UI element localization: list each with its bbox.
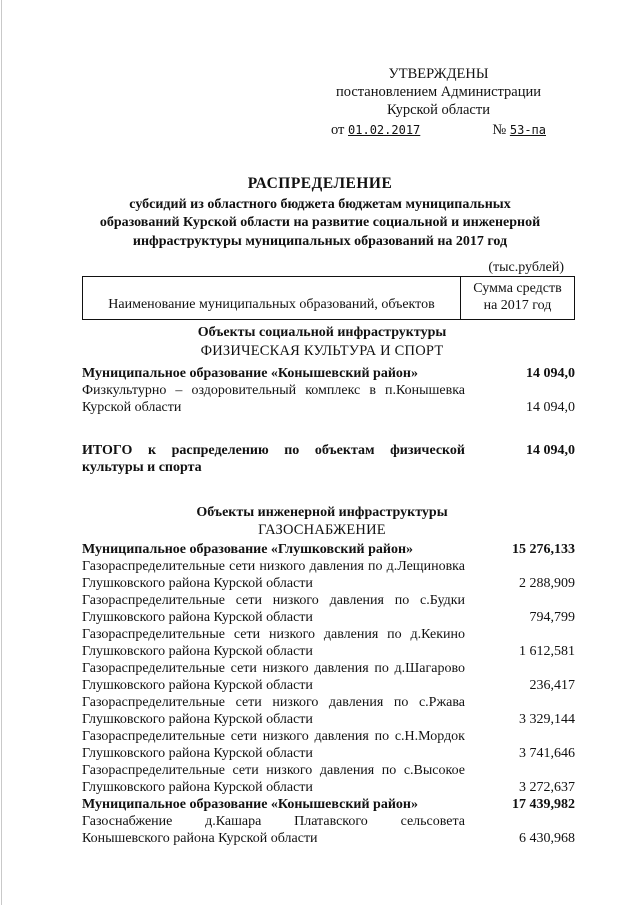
title-main: РАСПРЕДЕЛЕНИЕ bbox=[247, 175, 393, 192]
table-row bbox=[82, 558, 575, 592]
row-name: Муниципальное образование «Глушковский район» bbox=[82, 542, 414, 557]
table-row bbox=[82, 728, 575, 762]
table-row bbox=[82, 592, 575, 626]
engineering-section-title: Объекты инженерной инфраструктуры bbox=[196, 505, 448, 520]
approval-block bbox=[331, 65, 546, 139]
scan-edge-line bbox=[1, 0, 2, 905]
approval-line2: Курской области bbox=[387, 102, 490, 118]
approval-date: 01.02.2017 bbox=[348, 123, 421, 137]
row-value: 15 276,133 bbox=[512, 542, 575, 557]
row-name: Газоснабжение д.Кашара Платавского сельсовета Конышевского района Курской области bbox=[82, 814, 465, 846]
table-header bbox=[82, 276, 575, 320]
engineering-municipality2-row bbox=[82, 796, 575, 813]
social-municipality-row bbox=[82, 365, 575, 382]
header-col-sum bbox=[461, 277, 574, 319]
row-name: Газораспределительные сети низкого давления по д.Лещиновка Глушковского района Курской области bbox=[82, 559, 465, 591]
row-name: Газораспределительные сети низкого давления по д.Кекино Глушковского района Курской области bbox=[82, 627, 465, 659]
table-row bbox=[82, 382, 575, 416]
date-group bbox=[331, 121, 450, 139]
header-col-name: Наименование муниципальных образований, объектов bbox=[83, 277, 461, 319]
social-total-row bbox=[82, 442, 575, 476]
approval-heading: УТВЕРЖДЕНЫ bbox=[388, 66, 489, 82]
row-value: 3 741,646 bbox=[519, 746, 575, 761]
table-row bbox=[82, 660, 575, 694]
table-row bbox=[82, 626, 575, 660]
document-title bbox=[80, 175, 560, 251]
row-value: 14 094,0 bbox=[526, 400, 575, 415]
row-name: Газораспределительные сети низкого давления по с.Ржава Глушковского района Курской области bbox=[82, 695, 465, 727]
row-value: 794,799 bbox=[529, 610, 575, 625]
row-name: Газораспределительные сети низкого давления по с.Высокое Глушковского района Курской области bbox=[82, 763, 465, 795]
row-value: 236,417 bbox=[529, 678, 575, 693]
header-sum-line1: Сумма средств bbox=[473, 281, 562, 296]
social-section-subtitle: ФИЗИЧЕСКАЯ КУЛЬТУРА И СПОРТ bbox=[200, 343, 444, 359]
row-value: 1 612,581 bbox=[519, 644, 575, 659]
number-prefix: № bbox=[492, 122, 507, 138]
approval-dateline bbox=[331, 121, 546, 139]
title-line2: образований Курской области на развитие социальной и инженерной bbox=[99, 215, 541, 230]
row-name: Газораспределительные сети низкого давления по с.Будки Глушковского района Курской области bbox=[82, 593, 465, 625]
header-sum-line2: на 2017 год bbox=[483, 298, 552, 313]
table-row bbox=[82, 694, 575, 728]
row-value: 2 288,909 bbox=[519, 576, 575, 591]
row-value: 3 329,144 bbox=[519, 712, 575, 727]
number-group bbox=[492, 121, 546, 139]
title-line1: субсидий из областного бюджета бюджетам муниципальных bbox=[129, 196, 511, 212]
table-row bbox=[82, 762, 575, 796]
approval-line1: постановлением Администрации bbox=[335, 84, 542, 100]
row-name: Муниципальное образование «Конышевский район» bbox=[82, 797, 418, 812]
social-section-title: Объекты социальной инфраструктуры bbox=[197, 325, 447, 340]
engineering-section-subtitle: ГАЗОСНАБЖЕНИЕ bbox=[258, 522, 386, 538]
table-row bbox=[82, 813, 575, 847]
row-name: Муниципальное образование «Конышевский район» bbox=[82, 366, 418, 381]
row-value: 6 430,968 bbox=[519, 831, 575, 846]
row-name: Газораспределительные сети низкого давления по с.Н.Мордок Глушковского района Курской области bbox=[82, 729, 465, 761]
row-value: 17 439,982 bbox=[512, 797, 575, 812]
approval-number: 53-па bbox=[509, 123, 546, 137]
row-name: Физкультурно – оздоровительный комплекс в п.Конышевка Курской области bbox=[82, 383, 465, 415]
row-value: 3 272,637 bbox=[519, 780, 575, 795]
row-name: Газораспределительные сети низкого давления по д.Шагарово Глушковского района Курской области bbox=[82, 661, 465, 693]
row-value: 14 094,0 bbox=[526, 443, 575, 458]
row-name: ИТОГО к распределению по объектам физической культуры и спорта bbox=[82, 443, 465, 475]
row-value: 14 094,0 bbox=[526, 366, 575, 381]
unit-label: (тыс.рублей) bbox=[488, 260, 564, 275]
engineering-municipality-row bbox=[82, 541, 575, 558]
title-line3: инфраструктуры муниципальных образований на 2017 год bbox=[132, 233, 508, 249]
date-prefix: от bbox=[331, 122, 345, 138]
table-body bbox=[82, 321, 575, 847]
